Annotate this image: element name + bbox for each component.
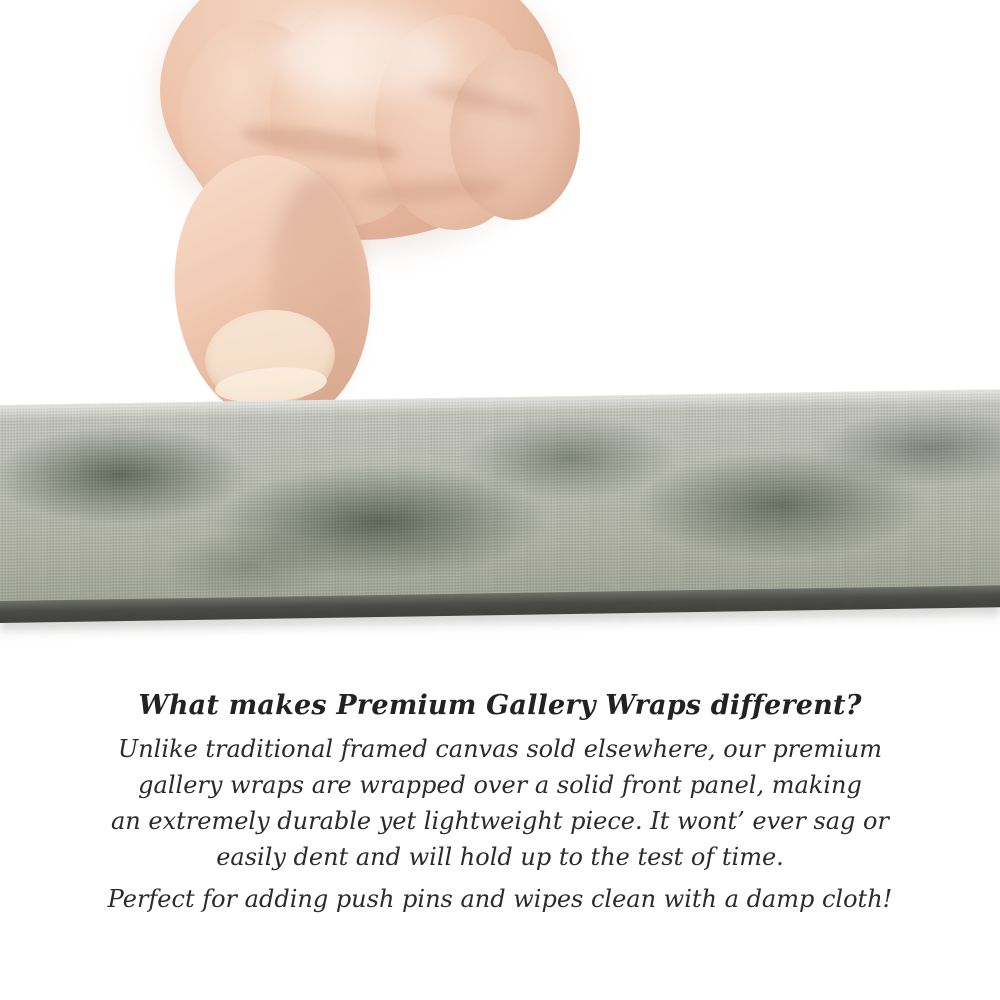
caption-line-4: easily dent and will hold up to the test of time. [216,843,784,871]
caption-block [0,690,1000,917]
caption-title: What makes Premium Gallery Wraps different? [138,690,862,721]
caption-line-3: an extremely durable yet lightweight piece. It wont’ ever sag or [111,807,889,835]
caption-closing-line: Perfect for adding push pins and wipes clean with a damp cloth! [107,885,893,913]
canvas-edge-icon [0,405,1000,620]
skin-highlight [270,10,450,100]
caption-line-2: gallery wraps are wrapped over a solid front panel, making [138,771,862,799]
caption-line-1: Unlike traditional framed canvas sold elsewhere, our premium [117,735,882,763]
canvas-weave-texture [0,389,1000,610]
hand-pressing-icon [120,0,580,440]
